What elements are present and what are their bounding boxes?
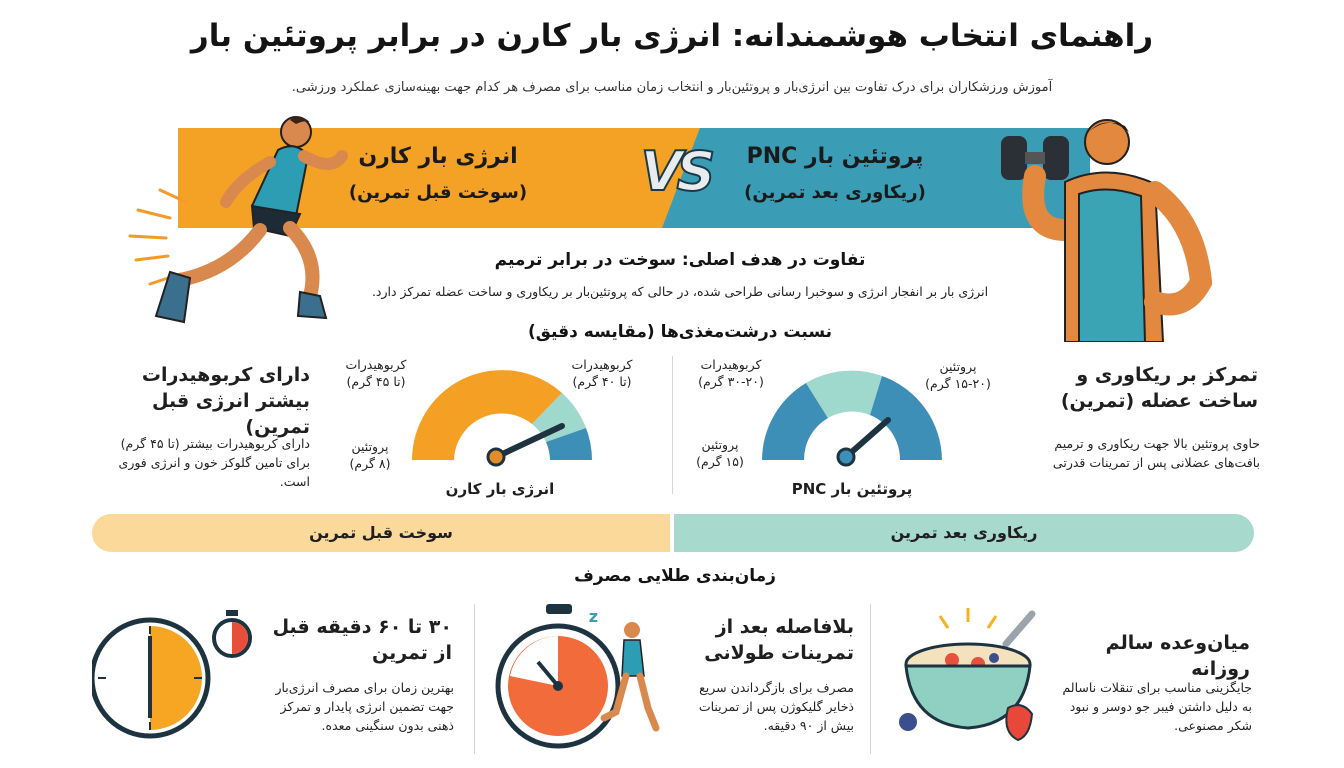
energy-protein-label: پروتئین (۸ گرم)	[349, 439, 391, 471]
energy-bar-title: انرژی بار کارن	[358, 144, 518, 169]
timing-card1-body: بهترین زمان برای مصرف انرژی‌بار جهت تضمین انرژی پایدار و تمرکز ذهنی بدون سنگینی معده.	[275, 680, 454, 733]
macro-divider	[672, 356, 673, 494]
svg-text:z: z	[588, 607, 598, 626]
carb-card-title: دارای کربوهیدرات بیشتر انرژی قبل تمرین)	[141, 364, 310, 438]
timing-card3-body: جایگزینی مناسب برای تنقلات ناسالم به دلیل داشتن فیبر جو دوسر و نبود شکر مصنوعی.	[1062, 680, 1252, 733]
energy-bar-subtitle: (سوخت قبل تمرین)	[348, 182, 528, 203]
post-workout-bar: ریکاوری بعد تمرین	[674, 514, 1254, 552]
protein-top-label: پروتئین (۱۵-۲۰ گرم)	[925, 359, 991, 391]
protein-card-body: حاوی پروتئین بالا جهت ریکاوری و ترمیم بافت‌های عضلانی پس از تمرینات قدرتی	[1052, 436, 1260, 470]
oatmeal-bowl-icon	[890, 604, 1050, 750]
protein-protein-label: پروتئین (۱۵ گرم)	[696, 437, 744, 469]
energy-gauge-caption: انرژی بار کارن	[445, 480, 555, 498]
goal-heading: تفاوت در هدف اصلی: سوخت در برابر ترمیم	[494, 250, 866, 270]
page-subtitle: آموزش ورزشکاران برای درک تفاوت بین انرژی‌بار و پروتئین‌بار و انتخاب زمان مناسب برای مصرف هر کدام جهت بهینه‌سازی عملکرد ورزشی.	[291, 80, 1053, 95]
vs-badge: VS	[640, 140, 710, 203]
timing-card3-title: میان‌وعده سالم روزانه	[1105, 632, 1250, 680]
goal-body: انرژی بار بر انفجار انرژی و سوخبرا رسانی طراحی شده، در حالی که پروتئین‌بار بر ریکاوری و ساخت عضله تمرکز دارد.	[371, 284, 989, 299]
energy-carb-left-label: کربوهیدرات (تا ۴۵ گرم)	[345, 357, 407, 389]
carb-card-body: دارای کربوهیدرات بیشتر (تا ۴۵ گرم) برای تامین گلوکز خون و انرژی فوری است.	[118, 436, 310, 489]
timing-card1-title: ۳۰ تا ۶۰ دقیقه قبل از تمرین	[272, 616, 452, 664]
stopwatch-icon	[494, 600, 684, 760]
timing-card2-body: مصرف برای بازگرداندن سریع ذخایر گلیکوژن پس از تمرینات بیش از ۹۰ دقیقه.	[698, 680, 854, 733]
pre-workout-bar: سوخت قبل تمرین	[92, 514, 670, 552]
protein-gauge-caption: پروتئین بار PNC	[791, 480, 913, 498]
protein-card-title: تمرکز بر ریکاوری و ساخت عضله (تمرین)	[1060, 364, 1258, 412]
timing-divider-1	[474, 604, 475, 754]
page-title: راهنمای انتخاب هوشمندانه: انرژی بار کارن در برابر پروتئین بار	[190, 18, 1154, 54]
protein-bar-title: پروتئین بار PNC	[746, 144, 924, 169]
timing-card2-title: بلافاصله بعد از تمرینات طولانی	[704, 616, 854, 664]
macro-heading: نسبت درشت‌مغذی‌ها (مقایسه دقیق)	[527, 322, 833, 342]
bodybuilder-illustration	[995, 112, 1225, 342]
protein-carb-label: کربوهیدرات (۳۰-۲۰ گرم)	[698, 357, 764, 389]
clock-icon	[92, 606, 262, 756]
protein-bar-subtitle: (ریکاوری بعد تمرین)	[744, 182, 926, 203]
energy-carb-right-label: کربوهیدرات (تا ۴۰ گرم)	[571, 357, 633, 389]
timing-divider-2	[870, 604, 871, 754]
runner-illustration	[120, 110, 360, 342]
timing-heading: زمان‌بندی طلایی مصرف	[574, 566, 776, 586]
